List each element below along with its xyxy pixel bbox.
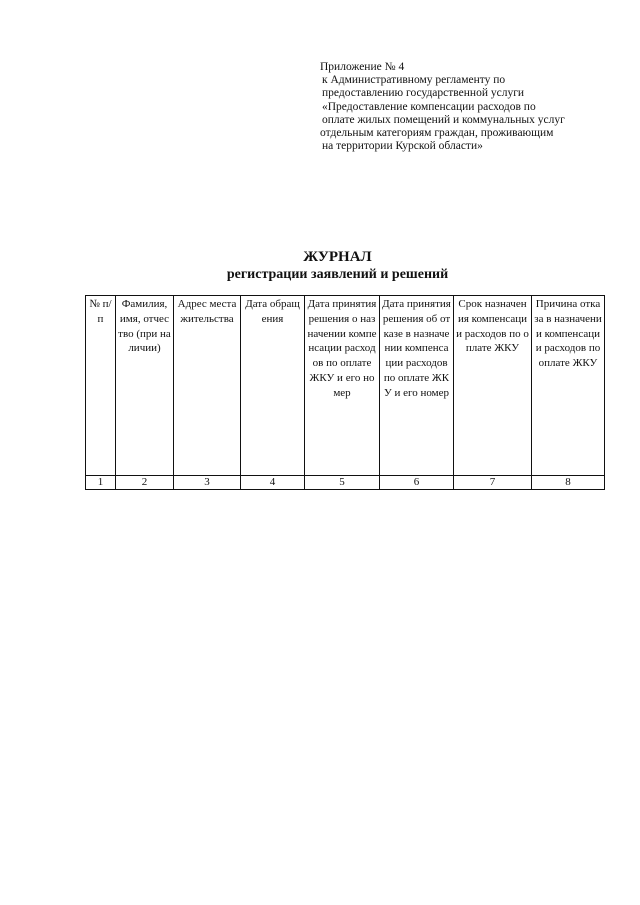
appendix-note	[320, 61, 620, 153]
table-number-row	[86, 476, 605, 490]
header-cell-term: Срок назначения компенсации расходов по оплате ЖКУ	[454, 296, 532, 476]
title-subtitle: регистрации заявлений и решений	[226, 267, 449, 282]
header-cell-refusal-reason: Причина отказа в назначении компенсации расходов по оплате ЖКУ	[532, 296, 605, 476]
appendix-line: оплате жилых помещений и коммунальных услуг	[322, 113, 565, 126]
header-cell-full-name: Фамилия, имя, отчество (при наличии)	[116, 296, 174, 476]
column-number: 2	[116, 476, 174, 490]
appendix-line: отдельным категориям граждан, проживающим	[320, 127, 554, 140]
column-number: 1	[86, 476, 116, 490]
document-title	[200, 248, 475, 284]
header-cell-refusal-date: Дата принятия решения об отказе в назначении компенсации расходов по оплате ЖКУ и его номер	[380, 296, 454, 476]
table-header-row	[86, 296, 605, 476]
column-number: 5	[305, 476, 380, 490]
header-cell-approval-date: Дата принятия решения о назначении компенсации расходов по оплате ЖКУ и его номер	[305, 296, 380, 476]
appendix-line: предоставлению государственной услуги	[322, 87, 525, 100]
column-number: 7	[454, 476, 532, 490]
header-cell-request-date: Дата обращения	[241, 296, 305, 476]
column-number: 3	[174, 476, 241, 490]
appendix-line: «Предоставление компенсации расходов по	[322, 100, 536, 113]
column-number: 4	[241, 476, 305, 490]
appendix-line: на территории Курской области»	[322, 140, 483, 153]
appendix-line: к Административному регламенту по	[322, 74, 506, 87]
header-cell-number: № п/п	[86, 296, 116, 476]
column-number: 8	[532, 476, 605, 490]
column-number: 6	[380, 476, 454, 490]
appendix-line: Приложение № 4	[320, 61, 405, 73]
registration-table	[85, 295, 605, 490]
header-cell-address: Адрес места жительства	[174, 296, 241, 476]
title-journal: ЖУРНАЛ	[303, 249, 372, 265]
